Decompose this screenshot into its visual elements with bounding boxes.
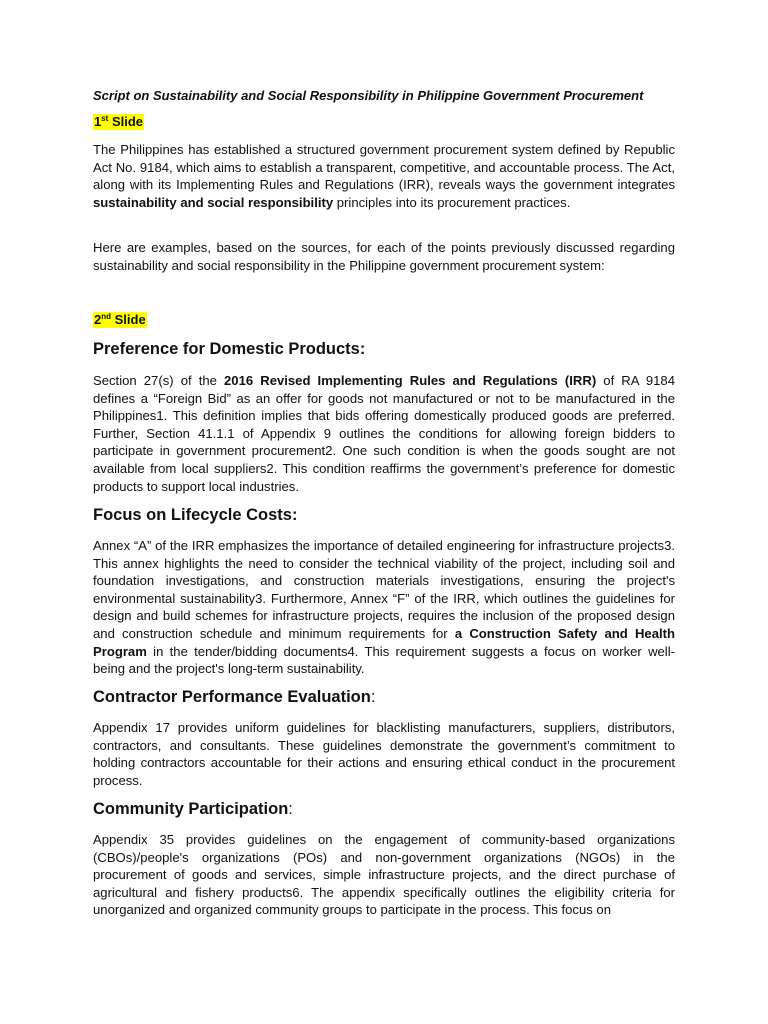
intro-text-a: The Philippines has established a structured government procurement system defined by Republic Act No. 9184, which aims to establish a transparent, competitive, and accountable process. The Act, along with its Implementing Rules and Regulations (IRR), reveals ways the government integrates	[93, 142, 675, 193]
intro-text-c: principles into its procurement practices.	[333, 194, 571, 210]
domestic-text-bold: 2016 Revised Implementing Rules and Regulations (IRR)	[224, 373, 597, 388]
document-title: Script on Sustainability and Social Responsibility in Philippine Government Procurement	[93, 88, 644, 103]
community-heading-colon: :	[288, 800, 293, 818]
section-lifecycle-costs	[93, 537, 675, 678]
heading-domestic-products: Preference for Domestic Products:	[93, 340, 366, 358]
lifecycle-text-c: in the tender/bidding documents4. This requirement suggests a focus on worker well-being and the project's long-term sustainability.	[93, 643, 675, 677]
slide-2-number: 2	[94, 312, 102, 327]
community-heading-text: Community Participation	[93, 800, 289, 818]
contractor-paragraph: Appendix 17 provides uniform guidelines for blacklisting manufacturers, suppliers, distributors, contractors, and consultants. These guidelines demonstrate the government’s commitment to holding contractors accountable for their actions and ensuring ethical conduct in the procurement process.	[93, 720, 675, 788]
examples-paragraph: Here are examples, based on the sources, for each of the points previously discussed regarding sustainability and social responsibility in the Philippine government procurement system:	[93, 240, 675, 273]
domestic-text-c: of RA 9184 defines a “Foreign Bid” as an offer for goods not manufactured or not to be manufactured in the Philippines1. This definition implies that bids offering domestically produced goods are preferred. Further, Section 41.1.1 of Appendix 9 outlines the conditions for allowing foreign bidders to participate in government procurement2. One such condition is when the goods sought are not available from local suppliers2. This condition reaffirms the government’s preference for domestic products to support local industries.	[93, 373, 675, 494]
contractor-heading-text: Contractor Performance Evaluation	[93, 688, 371, 706]
section-community-participation	[93, 831, 675, 919]
lifecycle-text-bold: a Construction Safety and Health Program	[93, 625, 675, 659]
lifecycle-text-a: Annex “A” of the IRR emphasizes the importance of detailed engineering for infrastructure projects3. This annex highlights the need to consider the technical viability of the project, including soil and foundation investigations, and construction materials investigations, ensuring the project's environmental sustainability3. Furthermore, Annex “F” of the IRR, which outlines the guidelines for design and build schemes for infrastructure projects, requires the inclusion of the proposed design and construction schedule and minimum requirements for	[93, 538, 675, 641]
slide-2-word: Slide	[111, 312, 146, 327]
slide-1-examples	[93, 239, 675, 274]
section-contractor-evaluation	[93, 719, 675, 789]
heading-contractor-evaluation	[93, 687, 375, 707]
lifecycle-paragraph	[93, 537, 675, 678]
domestic-paragraph	[93, 372, 675, 495]
slide-1-number: 1	[94, 114, 102, 129]
domestic-text-a: Section 27(s) of the	[93, 373, 225, 388]
contractor-heading-colon: :	[370, 688, 376, 706]
community-paragraph: Appendix 35 provides guidelines on the engagement of community-based organizations (CBOs)/people's organizations (POs) and non-government organizations (NGOs) in the procurement of goods and services, simple infrastructure projects, and the direct purchase of agricultural and fishery products6. The appendix specifically outlines the eligibility criteria for unorganized and organized community groups to participate in the process. This focus on	[93, 832, 675, 918]
slide-1-ordinal: st	[101, 114, 109, 123]
slide-1-intro	[93, 141, 675, 211]
heading-community-participation	[93, 799, 293, 819]
intro-paragraph	[93, 141, 675, 211]
slide-2-ordinal: nd	[101, 312, 112, 321]
section-domestic-products	[93, 372, 675, 495]
slide-1-label	[93, 114, 144, 130]
slide-1-word: Slide	[108, 114, 144, 129]
intro-text-bold: sustainability and social responsibility	[93, 194, 334, 210]
heading-lifecycle-costs: Focus on Lifecycle Costs:	[93, 506, 298, 524]
slide-2-label	[93, 312, 147, 328]
